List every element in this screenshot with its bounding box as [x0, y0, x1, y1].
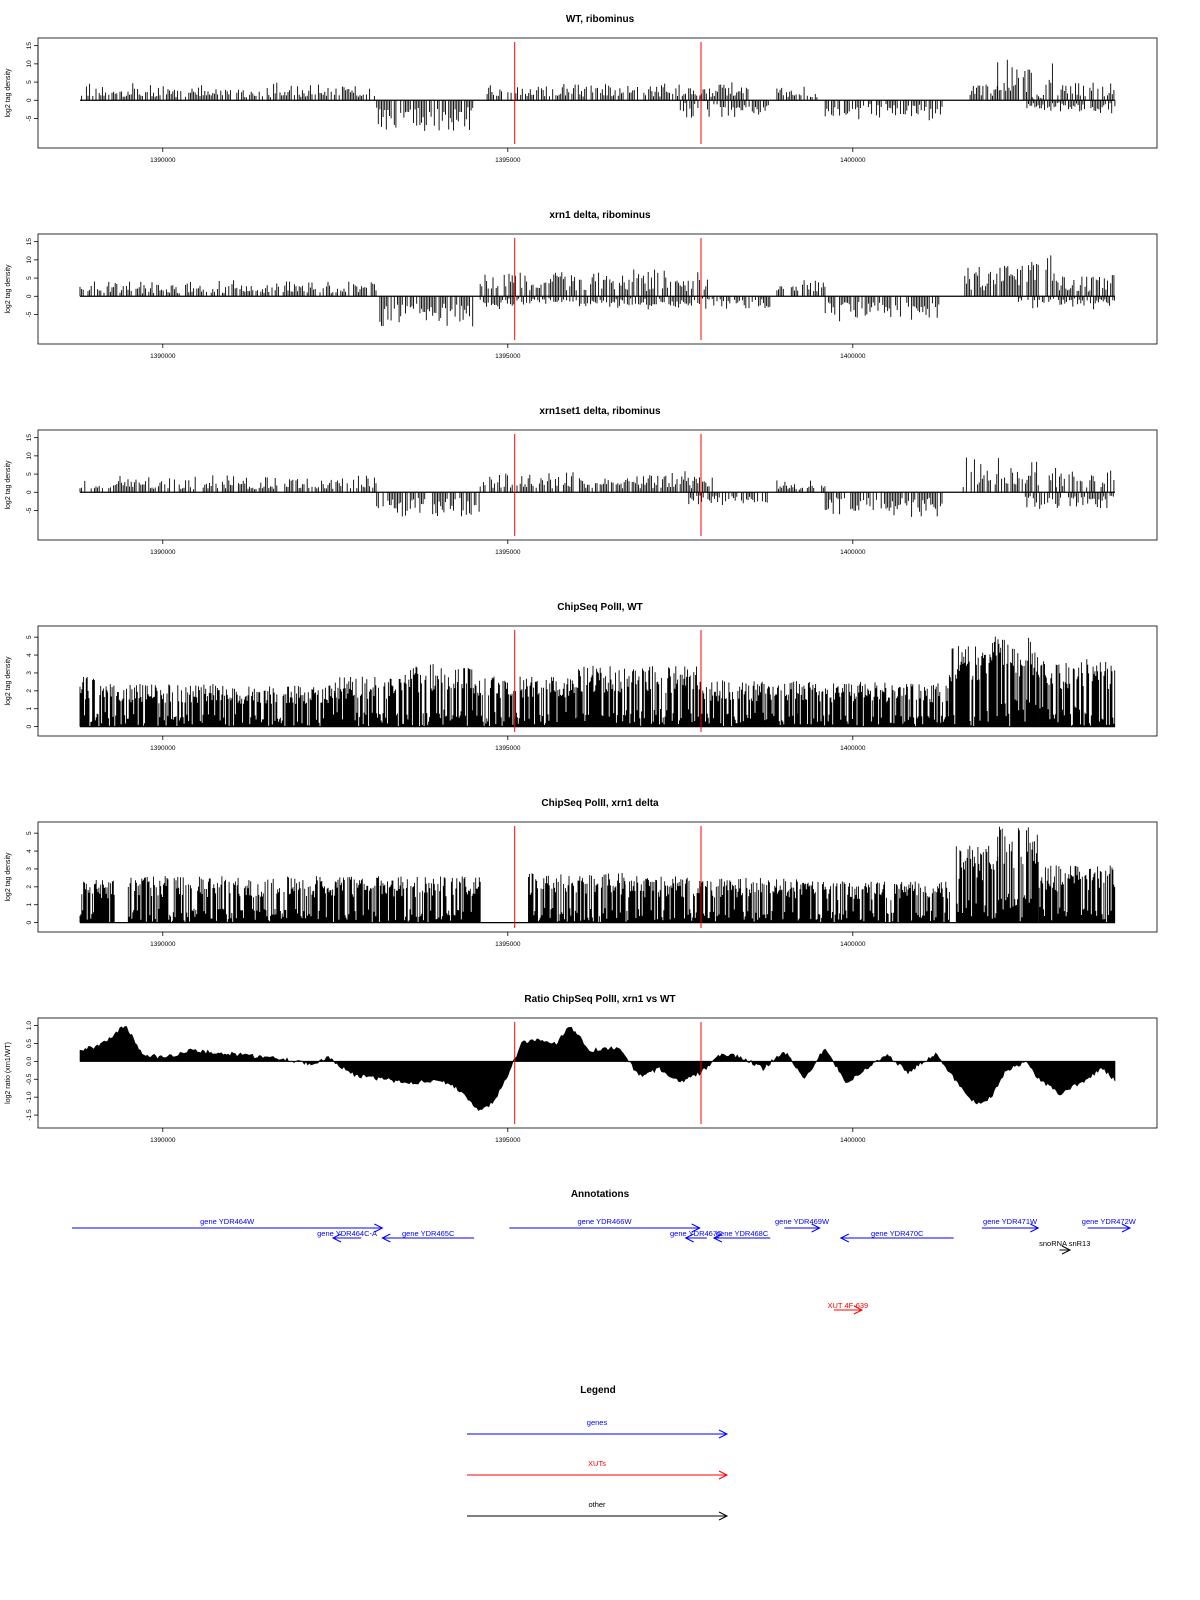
signal-series — [80, 458, 1115, 517]
x-tick-label: 1395000 — [495, 549, 521, 556]
legend-panel — [467, 1385, 727, 1520]
signal-segment-6 — [701, 878, 805, 923]
y-tick-label: 2 — [26, 689, 33, 693]
signal-bars — [1049, 468, 1055, 492]
signal-bars — [777, 87, 817, 101]
y-tick-label: -5 — [26, 115, 33, 122]
ratio-area — [80, 1027, 1115, 1111]
y-tick-label: 0 — [26, 920, 33, 925]
y-tick-label: 15 — [26, 238, 33, 246]
y-tick-label: 0 — [26, 98, 33, 103]
signal-bars — [82, 83, 375, 101]
signal-series — [80, 1027, 1115, 1111]
signal-bars — [1018, 296, 1114, 309]
signal-bars — [949, 646, 990, 727]
y-tick-label: 0.0 — [26, 1056, 33, 1066]
track-panel-6 — [5, 994, 1157, 1144]
y-tick-label: -0.5 — [26, 1073, 33, 1085]
feature-label: snoRNA snR13 — [1039, 1239, 1091, 1248]
signal-bars — [335, 677, 403, 727]
y-tick-label: 0 — [26, 294, 33, 299]
y-axis-label: log2 tag density — [5, 656, 12, 706]
signal-segment-8 — [701, 680, 797, 726]
signal-bars — [680, 100, 768, 117]
feature-label: gene YDR464W — [200, 1217, 255, 1226]
track-panel-5 — [5, 798, 1157, 948]
y-tick-label: 10 — [26, 452, 33, 460]
signal-segment-8 — [956, 846, 997, 923]
x-tick-label: 1395000 — [495, 157, 521, 164]
panel-title: Ratio ChipSeq PolII, xrn1 vs WT — [524, 994, 676, 1005]
signal-segment-2 — [380, 296, 473, 326]
signal-segment-6 — [825, 296, 939, 321]
feature-label: gene YDR465C — [401, 1229, 455, 1238]
signal-bars — [1025, 492, 1113, 509]
signal-bars — [998, 60, 1032, 101]
signal-segment-5 — [625, 876, 701, 922]
signal-bars — [777, 480, 825, 492]
legend-item-3 — [467, 1500, 727, 1520]
y-tick-label: 0 — [26, 490, 33, 495]
signal-segment-12 — [1027, 100, 1115, 113]
x-tick-label: 1395000 — [495, 745, 521, 752]
signal-bars — [1056, 471, 1114, 493]
signal-segment-11 — [1058, 83, 1114, 101]
x-tick-label: 1395000 — [495, 941, 521, 948]
signal-bars — [377, 100, 473, 131]
signal-segment-7 — [577, 666, 701, 727]
y-tick-label: 5 — [26, 831, 33, 835]
signal-segment-8 — [1005, 262, 1039, 296]
signal-segment-4 — [680, 100, 768, 117]
signal-segment-2 — [128, 876, 335, 923]
y-axis-label: log2 tag density — [5, 852, 12, 902]
signal-bars — [487, 82, 748, 100]
signal-bars — [1032, 95, 1043, 101]
feature-gene-6 — [714, 1229, 770, 1242]
feature-other-11 — [1039, 1239, 1090, 1254]
feature-label: gene YDR472W — [1081, 1217, 1136, 1226]
signal-segment-9 — [1046, 255, 1054, 296]
signal-segment-2 — [377, 100, 473, 131]
signal-segment-10 — [1056, 275, 1114, 296]
y-tick-label: -1.5 — [26, 1109, 33, 1121]
y-axis-label: log2 tag density — [5, 460, 12, 510]
signal-segment-2 — [108, 684, 231, 727]
signal-segment-2 — [377, 492, 479, 516]
feature-label: gene YDR467C — [670, 1229, 723, 1238]
signal-segment-11 — [991, 637, 1039, 727]
y-axis-label: log2 tag density — [5, 264, 12, 314]
y-tick-label: 1 — [26, 706, 33, 711]
signal-bars — [232, 686, 335, 727]
feature-label: gene YDR468C — [715, 1229, 769, 1238]
panel-title: xrn1 delta, ribominus — [549, 210, 651, 221]
y-tick-label: 0 — [26, 724, 33, 729]
signal-bars — [1056, 275, 1114, 296]
x-tick-label: 1390000 — [150, 941, 176, 948]
legend-label: genes — [586, 1418, 608, 1427]
y-tick-label: 1.0 — [26, 1021, 33, 1031]
signal-bars — [1058, 83, 1114, 101]
x-tick-label: 1390000 — [150, 353, 176, 360]
x-tick-label: 1400000 — [840, 1137, 866, 1144]
feature-label: gene YDR471W — [983, 1217, 1038, 1226]
signal-segment-6 — [825, 100, 942, 120]
legend-item-1 — [467, 1418, 727, 1438]
x-tick-label: 1395000 — [495, 1137, 521, 1144]
y-tick-label: 2 — [26, 885, 33, 889]
signal-segment-1 — [80, 280, 376, 296]
signal-segment-5 — [777, 280, 825, 296]
y-tick-label: -5 — [26, 311, 33, 318]
panel-title: xrn1set1 delta, ribominus — [539, 406, 661, 417]
signal-bars — [998, 827, 1038, 923]
signal-segment-7 — [963, 458, 1001, 493]
signal-bars — [80, 677, 107, 727]
signal-bars — [1005, 462, 1039, 492]
x-tick-label: 1390000 — [150, 549, 176, 556]
y-tick-label: 3 — [26, 671, 33, 675]
signal-bars — [380, 296, 473, 326]
signal-segment-8 — [1005, 462, 1039, 492]
signal-segment-7 — [805, 882, 950, 923]
signal-segment-1 — [80, 475, 376, 492]
signal-series — [80, 255, 1115, 326]
signal-segment-5 — [777, 87, 817, 101]
signal-segment-8 — [998, 60, 1032, 101]
track-panels — [5, 14, 1157, 1144]
panel-title: ChipSeq PolII, xrn1 delta — [541, 798, 659, 809]
signal-bars — [701, 878, 805, 923]
feature-gene-8 — [841, 1229, 954, 1242]
signal-bars — [825, 100, 942, 120]
signal-bars — [1046, 64, 1052, 101]
signal-segment-10 — [949, 646, 990, 727]
panel-title: WT, ribominus — [565, 14, 635, 25]
y-tick-label: -5 — [26, 507, 33, 514]
signal-segment-4 — [529, 873, 625, 923]
signal-bars — [956, 846, 997, 923]
signal-segment-3 — [232, 686, 335, 727]
signal-segment-9 — [1032, 95, 1043, 101]
legend-label: XUTs — [588, 1459, 606, 1468]
signal-segment-9 — [798, 682, 949, 727]
signal-segment-4 — [335, 677, 403, 727]
y-axis-label: log2 ratio (xrn1/WT) — [5, 1042, 12, 1104]
feature-label: gene YDR470C — [871, 1229, 924, 1238]
signal-segment-3 — [487, 82, 748, 100]
y-tick-label: 15 — [26, 434, 33, 442]
signal-segment-9 — [998, 827, 1038, 923]
signal-segment-11 — [1018, 296, 1114, 309]
feature-gene-10 — [1082, 1217, 1137, 1232]
signal-bars — [377, 492, 479, 516]
signal-bars — [777, 280, 825, 296]
x-tick-label: 1395000 — [495, 353, 521, 360]
x-tick-label: 1400000 — [840, 157, 866, 164]
x-tick-label: 1390000 — [150, 157, 176, 164]
signal-bars — [701, 680, 797, 726]
signal-bars — [991, 637, 1039, 727]
signal-bars — [625, 876, 701, 922]
track-panel-2 — [5, 210, 1157, 360]
signal-bars — [80, 475, 376, 492]
feature-xut-12 — [828, 1301, 869, 1314]
signal-bars — [80, 880, 114, 923]
signal-segment-7 — [965, 267, 1003, 296]
signal-segment-5 — [404, 664, 472, 727]
panel-title: ChipSeq PolII, WT — [557, 602, 643, 613]
y-tick-label: -1.0 — [26, 1091, 33, 1103]
x-tick-label: 1390000 — [150, 1137, 176, 1144]
signal-bars — [335, 876, 480, 922]
y-tick-label: 4 — [26, 849, 33, 853]
y-tick-label: 3 — [26, 867, 33, 871]
track-panel-4 — [5, 602, 1157, 752]
signal-bars — [970, 85, 997, 101]
y-tick-label: 5 — [26, 635, 33, 639]
signal-segment-4 — [480, 296, 770, 309]
feature-gene-9 — [982, 1217, 1038, 1232]
signal-bars — [577, 666, 701, 727]
signal-bars — [128, 876, 335, 923]
signal-segment-3 — [335, 876, 480, 922]
x-tick-label: 1400000 — [840, 745, 866, 752]
signal-segment-6 — [473, 677, 577, 727]
signal-bars — [798, 682, 949, 727]
signal-bars — [963, 458, 1001, 493]
signal-bars — [805, 882, 950, 923]
signal-bars — [108, 684, 231, 727]
signal-bars — [965, 267, 1003, 296]
signal-bars — [404, 664, 472, 727]
signal-segment-1 — [80, 677, 107, 727]
y-tick-label: 0.5 — [26, 1038, 33, 1048]
signal-segment-1 — [80, 880, 114, 923]
signal-segment-9 — [1049, 468, 1055, 492]
signal-bars — [529, 873, 625, 923]
signal-segment-5 — [777, 480, 825, 492]
feature-gene-3 — [382, 1229, 474, 1242]
signal-bars — [1046, 255, 1054, 296]
x-tick-label: 1400000 — [840, 941, 866, 948]
annotations-panel — [72, 1189, 1137, 1314]
signal-bars — [1039, 866, 1115, 923]
signal-series — [80, 60, 1115, 131]
signal-bars — [480, 296, 770, 309]
feature-label: gene YDR464C-A — [317, 1229, 378, 1238]
x-tick-label: 1400000 — [840, 353, 866, 360]
signal-segment-12 — [1039, 659, 1115, 726]
signal-bars — [1027, 100, 1115, 113]
signal-segment-6 — [825, 492, 942, 517]
y-tick-label: 4 — [26, 653, 33, 657]
y-tick-label: 1 — [26, 902, 33, 907]
signal-bars — [473, 677, 577, 727]
signal-series — [80, 637, 1115, 727]
track-panel-3 — [5, 406, 1157, 556]
feature-gene-7 — [775, 1217, 830, 1232]
legend-item-2 — [467, 1459, 727, 1479]
signal-bars — [1039, 659, 1115, 726]
signal-segment-7 — [970, 85, 997, 101]
feature-label: gene YDR469W — [774, 1217, 830, 1226]
y-axis-label: log2 tag density — [5, 68, 12, 118]
legend-label: other — [588, 1500, 606, 1509]
y-tick-label: 5 — [26, 276, 33, 280]
x-tick-label: 1390000 — [150, 745, 176, 752]
legend-title: Legend — [580, 1385, 616, 1396]
track-panel-1 — [5, 14, 1157, 164]
signal-segment-1 — [82, 83, 375, 101]
signal-segment-10 — [1039, 866, 1115, 923]
annotations-title: Annotations — [570, 1189, 630, 1200]
y-tick-label: 10 — [26, 256, 33, 264]
signal-bars — [80, 280, 376, 296]
y-tick-label: 10 — [26, 60, 33, 68]
y-tick-label: 5 — [26, 472, 33, 476]
signal-segment-10 — [1056, 471, 1114, 493]
y-tick-label: 15 — [26, 42, 33, 50]
signal-bars — [825, 296, 939, 321]
signal-bars — [1005, 262, 1039, 296]
feature-label: XUT 4F-639 — [827, 1301, 869, 1310]
signal-series — [80, 827, 1115, 923]
signal-bars — [825, 492, 942, 517]
signal-segment-11 — [1025, 492, 1113, 509]
x-tick-label: 1400000 — [840, 549, 866, 556]
y-tick-label: 5 — [26, 80, 33, 84]
signal-segment-10 — [1046, 64, 1052, 101]
feature-gene-2 — [317, 1229, 377, 1242]
feature-label: gene YDR466W — [577, 1217, 632, 1226]
